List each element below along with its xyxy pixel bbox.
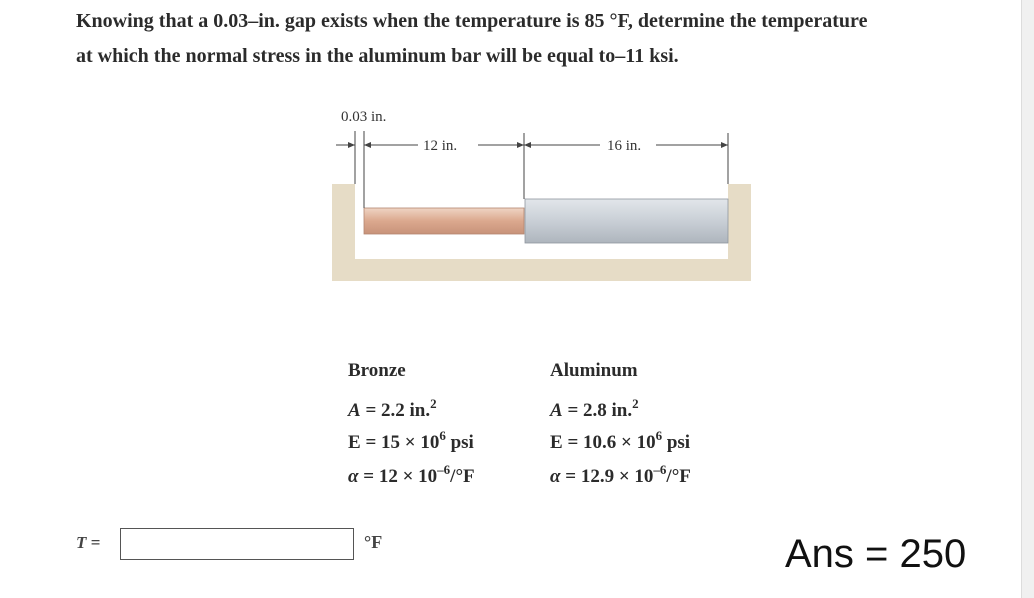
bronze-bar — [364, 208, 524, 234]
gap-label: 0.03 in. — [341, 109, 387, 125]
aluminum-heading: Aluminum — [550, 360, 638, 381]
bronze-modulus: $E = 15 \times 10^6$ psi — [348, 428, 474, 453]
temperature-unit: °F — [364, 532, 383, 552]
temperature-label: T = — [76, 533, 101, 552]
answer-note: Ans = 250 — [785, 532, 967, 576]
aluminum-expansion-coefficient: $\alpha = 12.9 \times 10^{-6}/^\circ F$ — [550, 462, 691, 487]
problem-line-2: at which the normal stress in the aluminum bar will be equal to–11 ksi. — [76, 45, 679, 67]
bronze-length-label: 12 in. — [423, 138, 458, 154]
bronze-area: A = 2.2 in.$^2$ — [348, 396, 437, 421]
aluminum-length-label: 16 in. — [607, 138, 642, 154]
aluminum-area: A = 2.8 in.$^2$ — [550, 396, 639, 421]
aluminum-bar — [525, 199, 728, 243]
problem-line-1: Knowing that a 0.03–in. gap exists when the temperature is 85 °F, determine the temperature — [76, 10, 868, 32]
bronze-expansion-coefficient: $\alpha = 12 \times 10^{-6}/^\circ F$ — [348, 462, 475, 487]
aluminum-modulus: $E = 10.6 \times 10^6$ psi — [550, 428, 691, 453]
temperature-input[interactable] — [120, 528, 354, 560]
bronze-heading: Bronze — [348, 360, 406, 381]
